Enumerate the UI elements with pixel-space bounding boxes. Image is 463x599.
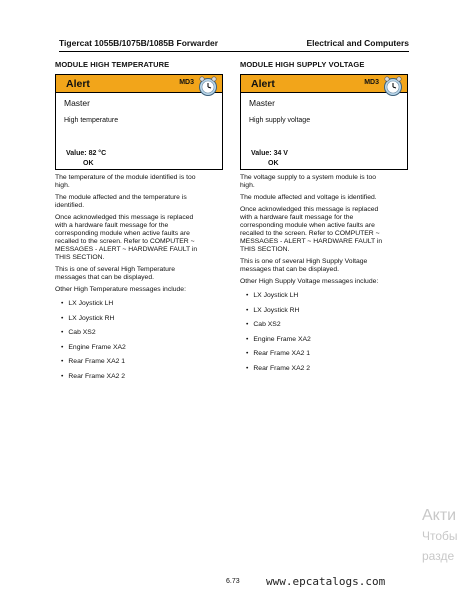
- list-item: • LX Joystick RH: [61, 312, 227, 327]
- list-item: • LX Joystick RH: [246, 304, 412, 319]
- activation-line: Чтобы: [422, 529, 458, 543]
- clock-icon: [382, 75, 404, 97]
- alert-code: MD3: [364, 79, 379, 86]
- list-item: • Cab XS2: [61, 326, 227, 341]
- document-title: Tigercat 1055B/1075B/1085B Forwarder: [59, 38, 219, 48]
- paragraph: Other High Supply Voltage messages include:: [240, 278, 379, 285]
- alert-title-bar: [241, 75, 407, 93]
- list-item: • Rear Frame XA2 1: [246, 347, 412, 362]
- section-module-high-temperature: [55, 60, 227, 384]
- ok-button[interactable]: OK: [268, 160, 279, 167]
- paragraph: Once acknowledged this message is replaced with a hardware fault message for the corresponding module when active faults are recalled to the screen. Refer to COMPUTER ~ MESSAGES - ALERT ~ HARDWARE FAULT in THIS SECTION.: [240, 206, 383, 253]
- list-item: • Rear Frame XA2 2: [246, 362, 412, 377]
- alert-screen: [55, 74, 223, 170]
- activation-line: Акти: [422, 507, 457, 524]
- list-item: • LX Joystick LH: [61, 297, 227, 312]
- alert-message: High supply voltage: [249, 117, 311, 124]
- list-item: • Engine Frame XA2: [246, 333, 412, 348]
- alert-source: Master: [249, 98, 275, 108]
- activation-line: разде: [422, 549, 455, 563]
- alert-source: Master: [64, 98, 90, 108]
- alert-screen: [240, 74, 408, 170]
- paragraph: This is one of several High Temperature messages that can be displayed.: [55, 266, 176, 281]
- paragraph: The module affected and voltage is identified.: [240, 194, 377, 201]
- paragraph: The temperature of the module identified is too high.: [55, 174, 196, 189]
- alert-title: Alert: [251, 77, 275, 90]
- paragraph: Once acknowledged this message is replaced with a hardware fault message for the corresponding module when active faults are recalled to the screen. Refer to COMPUTER ~ MESSAGES - ALERT ~ HARDWARE FAULT in THIS SECTION.: [55, 214, 198, 261]
- ok-button[interactable]: OK: [83, 160, 94, 167]
- list-item: • Rear Frame XA2 2: [61, 370, 227, 385]
- alert-code: MD3: [179, 79, 194, 86]
- message-list: [246, 289, 412, 376]
- clock-icon: [197, 75, 219, 97]
- alert-title-bar: [56, 75, 222, 93]
- paragraph: This is one of several High Supply Voltage messages that can be displayed.: [240, 258, 368, 273]
- list-item: • Engine Frame XA2: [61, 341, 227, 356]
- paragraph: The module affected and the temperature is identified.: [55, 194, 187, 209]
- chapter-title: Electrical and Computers: [306, 38, 409, 48]
- page-number: 6.73: [226, 578, 240, 585]
- alert-value: Value: 34 V: [251, 150, 288, 157]
- section-title: MODULE HIGH TEMPERATURE: [55, 60, 170, 69]
- alert-title: Alert: [66, 77, 90, 90]
- alert-message: High temperature: [64, 117, 119, 124]
- page-header: [59, 38, 409, 48]
- paragraph: Other High Temperature messages include:: [55, 286, 186, 293]
- activation-overlay: [422, 506, 458, 566]
- alert-value: Value: 82 °C: [66, 150, 107, 157]
- message-list: [61, 297, 227, 384]
- website-watermark: www.epcatalogs.com: [266, 575, 386, 588]
- list-item: • Rear Frame XA2 1: [61, 355, 227, 370]
- list-item: • LX Joystick LH: [246, 289, 412, 304]
- header-rule: [59, 51, 409, 52]
- section-module-high-supply-voltage: [240, 60, 412, 376]
- section-title: MODULE HIGH SUPPLY VOLTAGE: [240, 60, 365, 69]
- paragraph: The voltage supply to a system module is too high.: [240, 174, 377, 189]
- list-item: • Cab XS2: [246, 318, 412, 333]
